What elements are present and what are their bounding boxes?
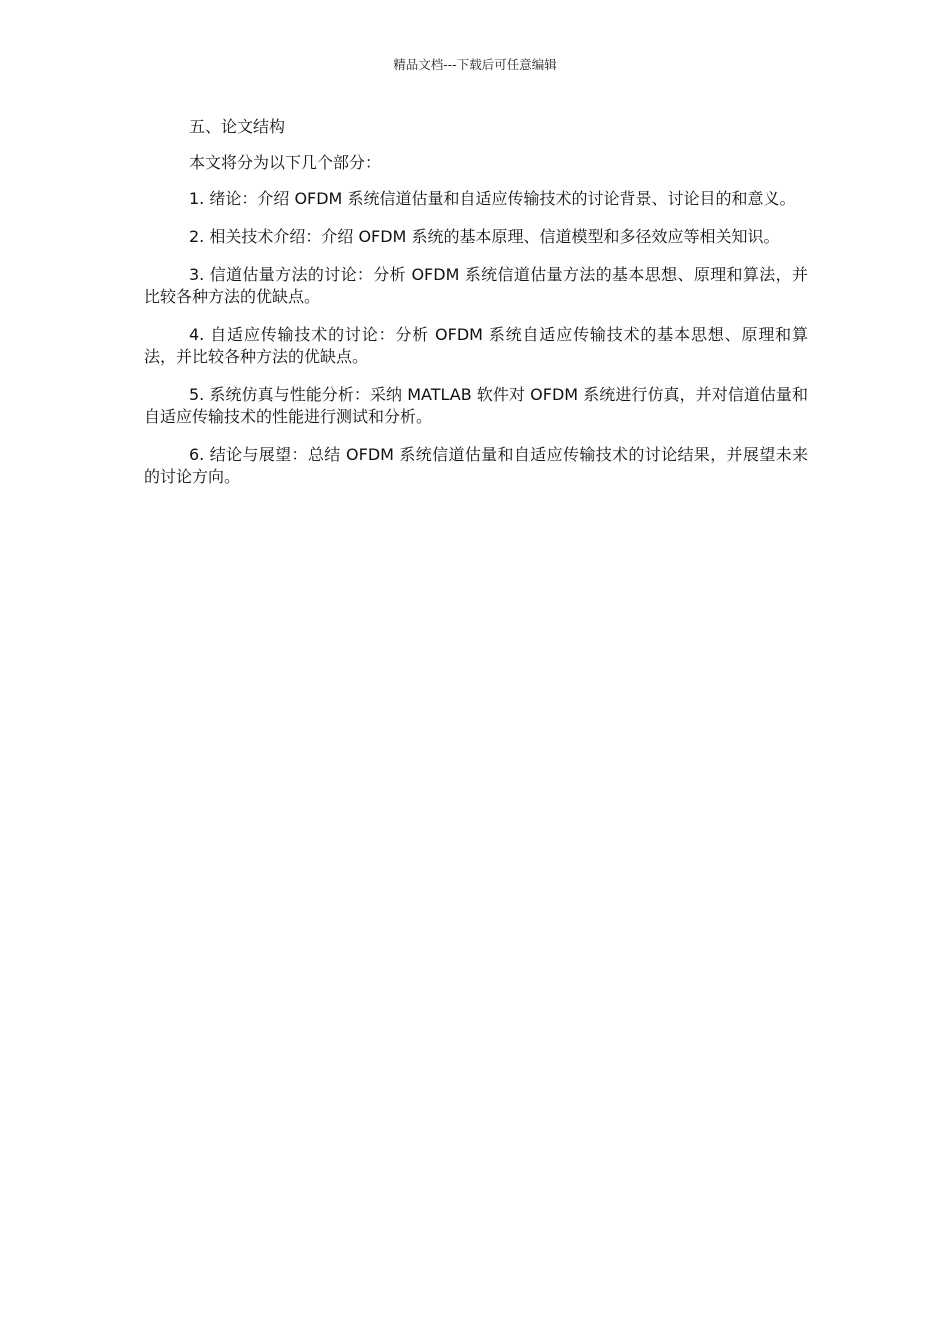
section-heading: 五、论文结构 xyxy=(189,117,286,136)
list-item-conclusion: 6. 结论与展望：总结 OFDM 系统信道估量和自适应传输技术的讨论结果，并展望未来的讨论方向。 xyxy=(144,445,808,486)
list-item-adaptive-transmission: 4. 自适应传输技术的讨论：分析 OFDM 系统自适应传输技术的基本思想、原理和算法，并比较各种方法的优缺点。 xyxy=(144,325,808,366)
list-item-channel-estimation: 3. 信道估量方法的讨论：分析 OFDM 系统信道估量方法的基本思想、原理和算法，并比较各种方法的优缺点。 xyxy=(144,265,808,306)
page-header: 精品文档---下载后可任意编辑 xyxy=(393,57,557,72)
list-item-related-tech: 2. 相关技术介绍：介绍 OFDM 系统的基本原理、信道模型和多径效应等相关知识。 xyxy=(189,227,780,246)
list-item-simulation: 5. 系统仿真与性能分析：采纳 MATLAB 软件对 OFDM 系统进行仿真，并对信道估量和自适应传输技术的性能进行测试和分析。 xyxy=(144,385,808,426)
section-intro: 本文将分为以下几个部分： xyxy=(189,153,382,172)
list-item-introduction: 1. 绪论：介绍 OFDM 系统信道估量和自适应传输技术的讨论背景、讨论目的和意义。 xyxy=(189,189,796,208)
document-body xyxy=(144,116,808,504)
